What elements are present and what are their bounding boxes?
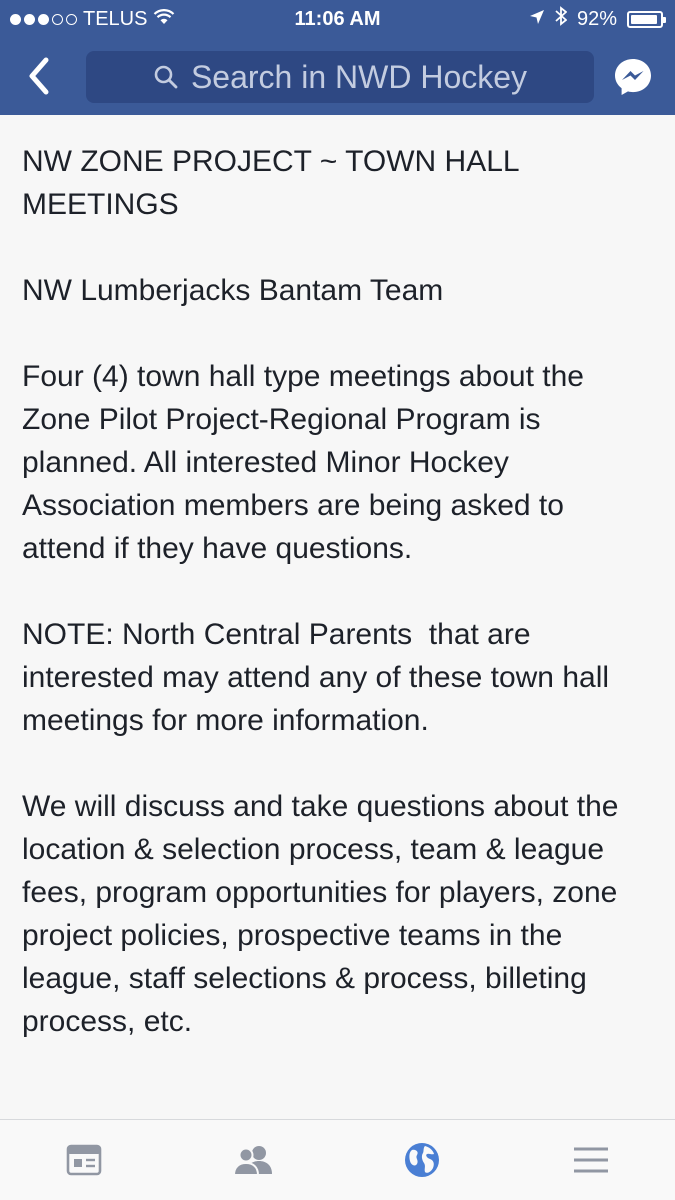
globe-icon [403, 1141, 441, 1179]
status-right [529, 6, 663, 32]
tab-friends[interactable] [213, 1130, 293, 1190]
search-input[interactable] [86, 51, 594, 103]
post-subtitle: NW Lumberjacks Bantam Team [22, 274, 444, 307]
location-arrow-icon [529, 8, 545, 31]
navigation-row [0, 38, 675, 115]
bluetooth-icon [555, 6, 567, 32]
messenger-icon [612, 56, 654, 98]
carrier-name: TELUS [83, 8, 148, 30]
tab-notifications[interactable] [382, 1130, 462, 1190]
back-button[interactable] [22, 54, 62, 98]
battery-percent: 92% [576, 7, 617, 30]
menu-icon [572, 1145, 610, 1175]
chevron-left-icon [22, 54, 62, 98]
tab-bar [0, 1119, 675, 1200]
status-bar [0, 0, 675, 38]
search-placeholder: Search in NWD Hockey [190, 58, 528, 95]
news-feed-icon [66, 1144, 102, 1176]
post-content [22, 140, 652, 1043]
battery-icon [627, 11, 663, 28]
post-note: NOTE: North Central Parents that are interested may attend any of these town hall meetings for more information. [22, 618, 618, 737]
tab-news-feed[interactable] [44, 1130, 124, 1190]
top-bar [0, 0, 675, 115]
messenger-button[interactable] [612, 56, 654, 98]
post-paragraph: Four (4) town hall type meetings about the Zone Pilot Project-Regional Program is planned. All interested Minor Hockey Association members are being asked to attend if they have questions. [22, 360, 593, 565]
tab-menu[interactable] [551, 1130, 631, 1190]
post-title: NW ZONE PROJECT ~ TOWN HALL MEETINGS [22, 145, 527, 221]
post-paragraph: We will discuss and take questions about the location & selection process, team & league fees, program opportunities for players, zone project policies, prospective teams in the league, staff selections & process, billeting process, etc. [22, 790, 627, 1038]
friends-icon [232, 1144, 274, 1176]
clock: 11:06 AM [294, 8, 381, 30]
search-icon [153, 64, 179, 90]
